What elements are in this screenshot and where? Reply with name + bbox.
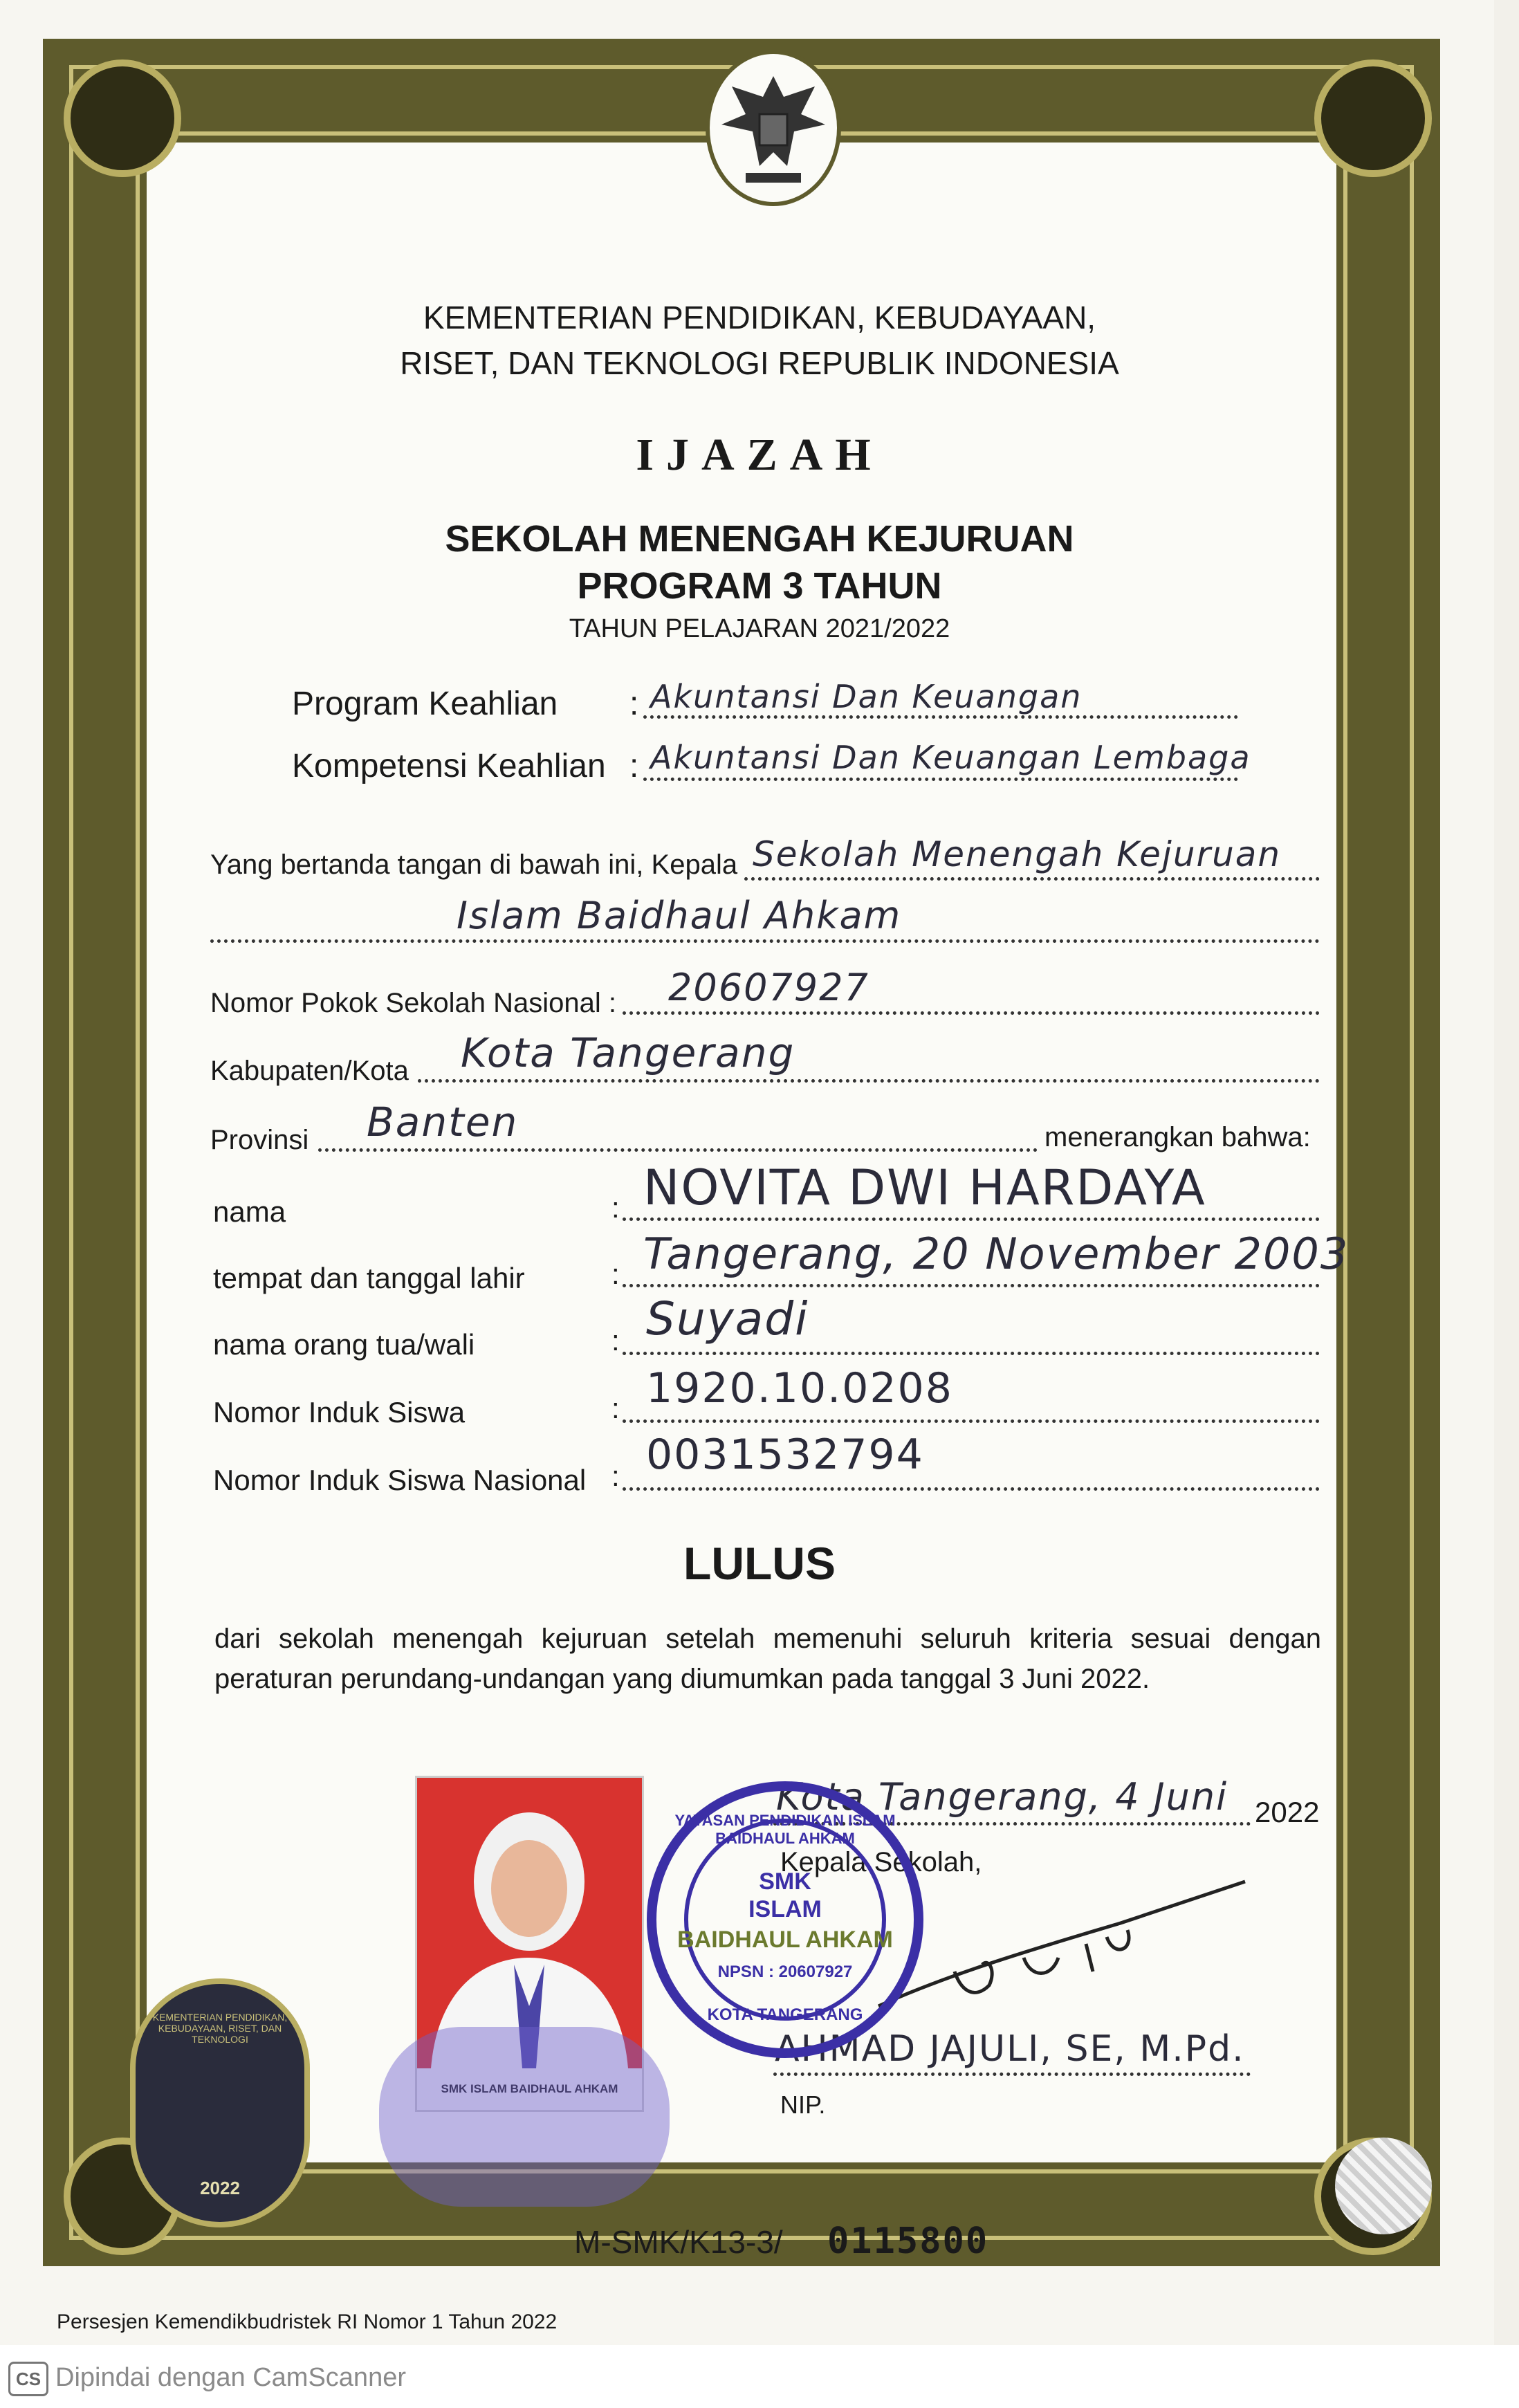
signature-place-date: Kota Tangerang, 4 Juni — [776, 1775, 1228, 1819]
stamp-center-1: SMK — [759, 1868, 811, 1895]
stamp-center-3: BAIDHAUL AHKAM — [677, 1927, 893, 1953]
school-stamp — [647, 1781, 923, 2058]
dotted-line — [623, 1217, 1320, 1221]
ortu-colon: : — [611, 1324, 620, 1357]
serial-prefix: M-SMK/K13-3/ — [574, 2224, 783, 2260]
dotted-line — [623, 1487, 1320, 1491]
school-intro: Yang bertanda tangan di bawah ini, Kepala — [210, 849, 738, 880]
nis-value: 1920.10.0208 — [646, 1364, 953, 1413]
corner-ornament-top-left — [64, 59, 181, 177]
dotted-line — [210, 939, 1320, 943]
signature-scribble-icon — [872, 1868, 1259, 2027]
nis-label: Nomor Induk Siswa — [213, 1396, 466, 1428]
program-keahlian-value: Akuntansi Dan Keuangan — [650, 678, 1083, 715]
garuda-emblem-icon — [704, 48, 843, 208]
document-title: IJAZAH — [636, 430, 883, 480]
nama-value: NOVITA DWI HARDAYA — [643, 1159, 1206, 1216]
graduation-statement: dari sekolah menengah kejuruan setelah memenuhi seluruh kriteria sesuai dengan peraturan perundang-undangan yang diumumkan pada tanggal 3 Juni 2022. — [214, 1624, 1321, 1694]
student-portrait-image — [417, 1778, 642, 2068]
stamp-bottom-text: KOTA TANGERANG — [707, 2005, 863, 2024]
nisn-colon: : — [611, 1460, 620, 1492]
provinsi-label: Provinsi — [210, 1125, 309, 1155]
ministry-line-1: KEMENTERIAN PENDIDIKAN, KEBUDAYAAN, — [423, 300, 1096, 336]
signatory-name: AHMAD JAJULI, SE, M.Pd. — [775, 2028, 1245, 2070]
nip-label: NIP. — [780, 2090, 826, 2119]
nama-colon: : — [611, 1191, 620, 1224]
camscanner-text: Dipindai dengan CamScanner — [55, 2363, 406, 2392]
ttl-label: tempat dan tanggal lahir — [213, 1262, 525, 1294]
stamp-ring-text: YAYASAN PENDIDIKAN ISLAM BAIDHAUL AHKAM — [674, 1812, 896, 1847]
security-qr-mark — [1335, 2138, 1432, 2234]
program-keahlian-label: Program Keahlian — [292, 686, 558, 722]
seal-year: 2022 — [200, 2178, 240, 2198]
nisn-label: Nomor Induk Siswa Nasional — [213, 1464, 587, 1496]
signature-year: 2022 — [1255, 1796, 1320, 1828]
dotted-line — [418, 1079, 1320, 1083]
ttl-value: Tangerang, 20 November 2003 — [643, 1229, 1350, 1279]
dotted-line — [643, 778, 1238, 781]
kompetensi-colon: : — [629, 748, 639, 784]
fingerprint-smudge — [379, 2027, 670, 2207]
dotted-line — [623, 1284, 1320, 1287]
kompetensi-keahlian-label: Kompetensi Keahlian — [292, 748, 606, 784]
ministry-line-2: RISET, DAN TEKNOLOGI REPUBLIK INDONESIA — [400, 345, 1119, 381]
seal-ring-text: KEMENTERIAN PENDIDIKAN, KEBUDAYAAN, RISET, DAN TEKNOLOGI — [152, 2012, 288, 2045]
graduation-status: LULUS — [683, 1538, 836, 1589]
stamp-center-2: ISLAM — [748, 1896, 822, 1922]
menerangkan-text: menerangkan bahwa: — [1044, 1122, 1311, 1152]
academic-year: TAHUN PELAJARAN 2021/2022 — [569, 614, 950, 643]
dotted-line — [623, 1011, 1320, 1015]
kompetensi-keahlian-value: Akuntansi Dan Keuangan Lembaga — [650, 739, 1251, 776]
nis-colon: : — [611, 1392, 620, 1424]
ortu-label: nama orang tua/wali — [213, 1328, 475, 1361]
hologram-seal — [130, 1978, 310, 2227]
kota-label: Kabupaten/Kota — [210, 1056, 409, 1086]
program-colon: : — [629, 686, 639, 722]
program-heading: PROGRAM 3 TAHUN — [577, 565, 942, 607]
ortu-value: Suyadi — [646, 1292, 809, 1345]
dotted-line — [643, 715, 1238, 719]
dotted-line — [623, 1352, 1320, 1355]
photo-caption: SMK ISLAM BAIDHAUL AHKAM — [417, 2068, 642, 2110]
nama-label: nama — [213, 1195, 286, 1228]
school-type-heading: SEKOLAH MENENGAH KEJURUAN — [445, 518, 1074, 560]
corner-ornament-top-right — [1314, 59, 1432, 177]
dotted-line — [744, 877, 1320, 881]
provinsi-value: Banten — [367, 1099, 519, 1146]
camscanner-badge-icon: CS — [8, 2362, 48, 2396]
regulation-footnote: Persesjen Kemendikbudristek RI Nomor 1 Tahun 2022 — [57, 2310, 558, 2333]
signature-title: Kepala Sekolah, — [780, 1847, 982, 1877]
npsn-value: 20607927 — [668, 966, 869, 1009]
dotted-line — [623, 1419, 1320, 1423]
school-name-line-1: Sekolah Menengah Kejuruan — [753, 834, 1282, 874]
school-name-line-2: Islam Baidhaul Ahkam — [457, 894, 902, 937]
dotted-line — [773, 2072, 1251, 2076]
kota-value: Kota Tangerang — [461, 1029, 795, 1076]
stamp-npsn: NPSN : 20607927 — [717, 1963, 853, 1981]
serial-number: 0115800 — [827, 2221, 989, 2262]
dotted-line — [318, 1148, 1038, 1152]
nisn-value: 0031532794 — [646, 1431, 924, 1479]
npsn-label: Nomor Pokok Sekolah Nasional : — [210, 988, 616, 1018]
ttl-colon: : — [611, 1258, 620, 1290]
